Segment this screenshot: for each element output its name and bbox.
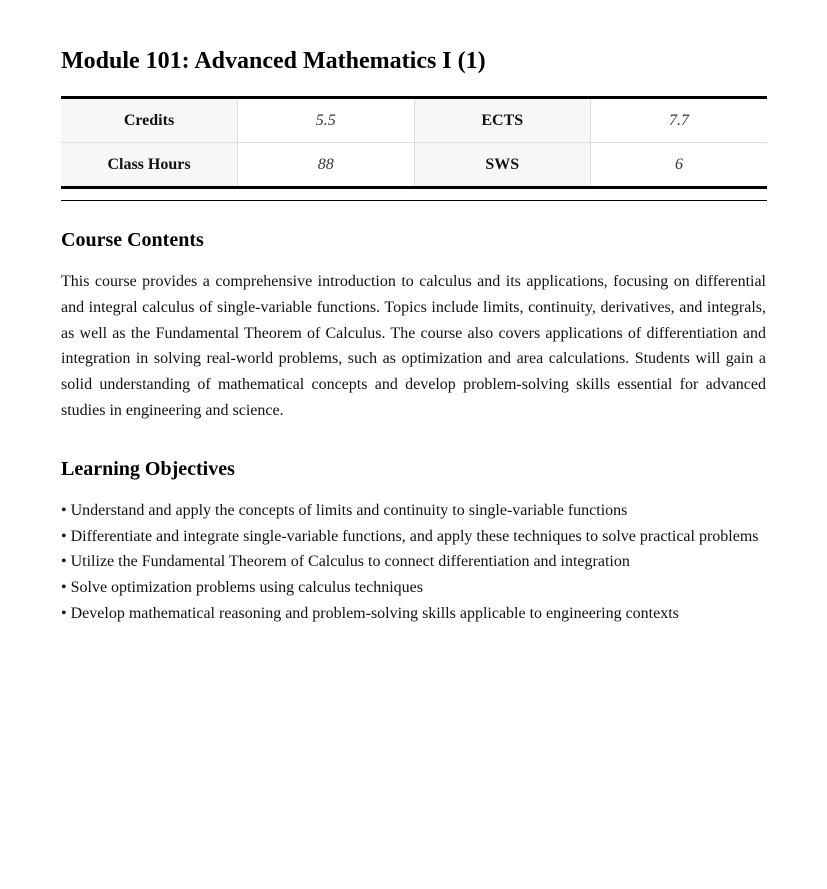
list-item xyxy=(61,575,766,601)
bullet-icon: • xyxy=(61,579,67,597)
sws-label: SWS xyxy=(414,143,591,188)
objective-text: Understand and apply the concepts of limits and continuity to single-variable functions xyxy=(70,501,628,519)
ects-label: ECTS xyxy=(414,98,591,143)
class-hours-value: 88 xyxy=(238,143,415,188)
course-contents-heading: Course Contents xyxy=(61,229,204,251)
objective-text: Develop mathematical reasoning and problem-solving skills applicable to engineering contexts xyxy=(70,604,679,622)
bullet-icon: • xyxy=(61,501,67,519)
credits-label: Credits xyxy=(61,98,238,143)
objective-text: Solve optimization problems using calculus techniques xyxy=(70,579,423,597)
list-item xyxy=(61,498,766,524)
bullet-icon: • xyxy=(61,553,67,571)
objective-text: Utilize the Fundamental Theorem of Calculus to connect differentiation and integration xyxy=(70,553,630,571)
credits-value: 5.5 xyxy=(238,98,415,143)
list-item xyxy=(61,524,766,550)
sws-value: 6 xyxy=(591,143,768,188)
bullet-icon: • xyxy=(61,604,67,622)
objective-text: Differentiate and integrate single-variable functions, and apply these techniques to solve practical problems xyxy=(70,527,759,545)
table-row xyxy=(61,143,767,188)
learning-objectives-heading: Learning Objectives xyxy=(61,457,235,480)
ects-value: 7.7 xyxy=(591,98,768,143)
course-contents-text: This course provides a comprehensive introduction to calculus and its applications, focusing on differential and integral calculus of single-variable functions. Topics include limits, continuity, derivatives, and integrals, as well as the Fundamental Theorem of Calculus. The course also covers applications of differentiation and integration in solving real-world problems, such as optimization and area calculations. Students will gain a solid understanding of mathematical concepts and develop problem-solving skills essential for advanced studies in engineering and science. xyxy=(61,273,766,419)
module-info-table xyxy=(61,96,767,189)
list-item xyxy=(61,549,766,575)
section-divider xyxy=(61,200,767,201)
class-hours-label: Class Hours xyxy=(61,143,238,188)
list-item xyxy=(61,601,766,627)
table-row xyxy=(61,98,767,143)
page-title: Module 101: Advanced Mathematics I (1) xyxy=(61,48,486,74)
bullet-icon: • xyxy=(61,527,67,545)
learning-objectives-list xyxy=(61,498,766,627)
